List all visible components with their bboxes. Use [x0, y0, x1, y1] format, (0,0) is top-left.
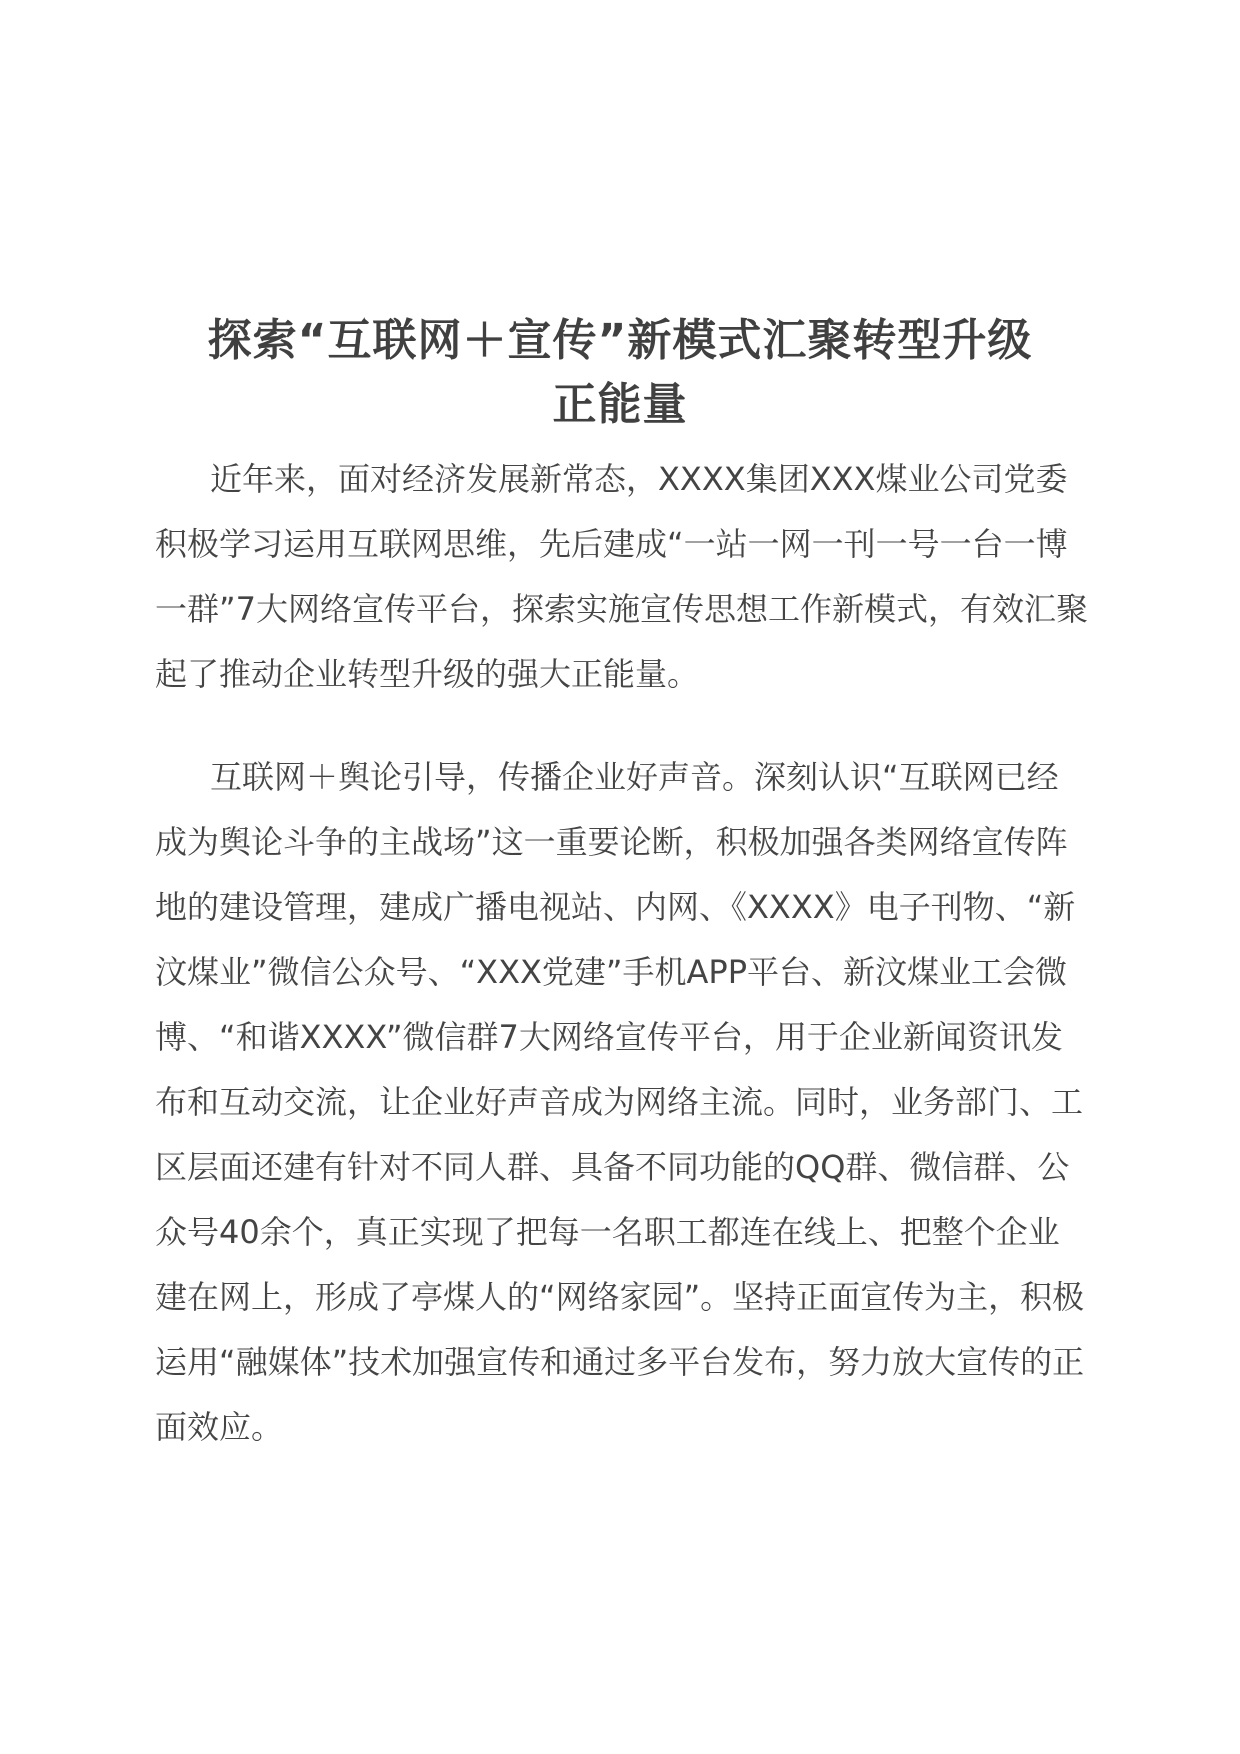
title-line-2: 正能量	[552, 379, 688, 431]
document-title	[150, 309, 1090, 437]
body-paragraph-1: 近年来，面对经济发展新常态，XXXX集团XXX煤业公司党委积极学习运用互联网思维，先后建成“一站一网一刊一号一台一博一群”7大网络宣传平台，探索实施宣传思想工作新模式，有效汇聚起了推动企业转型升级的强大正能量。	[155, 460, 1088, 693]
body-paragraph-2: 互联网＋舆论引导，传播企业好声音。深刻认识“互联网已经成为舆论斗争的主战场”这一重要论断，积极加强各类网络宣传阵地的建设管理，建成广播电视站、内网、《XXXX》电子刊物、“新汶煤业”微信公众号、“XXX党建”手机APP平台、新汶煤业工会微博、“和谐XXXX”微信群7大网络宣传平台，用于企业新闻资讯发布和互动交流，让企业好声音成为网络主流。同时，业务部门、工区层面还建有针对不同人群、具备不同功能的QQ群、微信群、公众号40余个，真正实现了把每一名职工都连在线上、把整个企业建在网上，形成了亭煤人的“网络家园”。坚持正面宣传为主，积极运用“融媒体”技术加强宣传和通过多平台发布，努力放大宣传的正面效应。	[155, 758, 1085, 1446]
title-line-1: 探索“互联网＋宣传”新模式汇聚转型升级	[207, 315, 1033, 367]
